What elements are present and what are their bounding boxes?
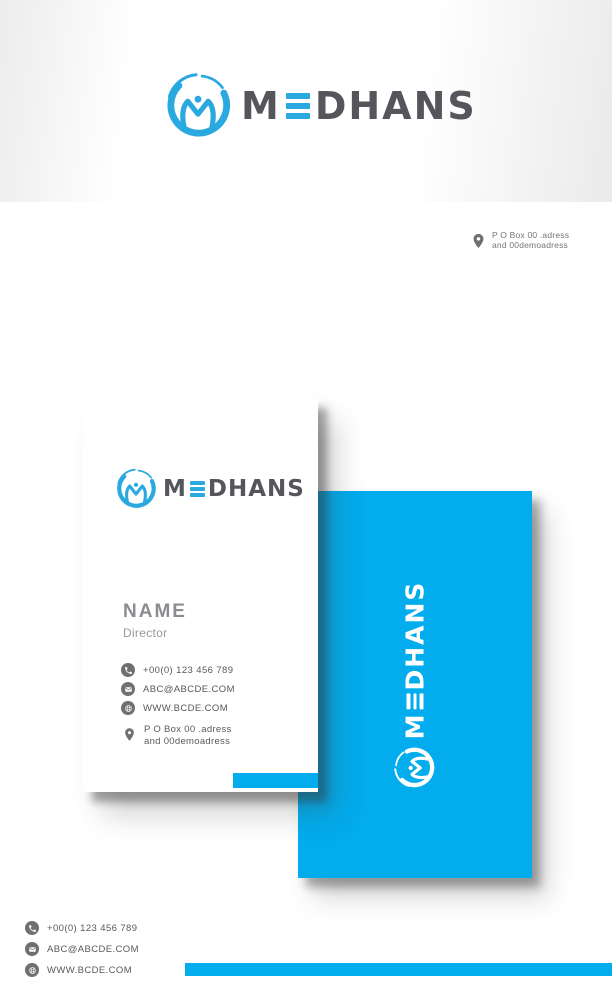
footer-phone-text: +00(0) 123 456 789 [47, 922, 138, 934]
person-title: Director [123, 626, 168, 640]
footer-website-text: WWW.BCDE.COM [47, 964, 133, 976]
wordmark-letters-dhans: DHANS [207, 475, 305, 502]
header-address-line1: P O Box 00 .adress [492, 230, 570, 240]
footer-email-text: ABC@ABCDE.COM [47, 943, 139, 955]
letterhead-header [0, 0, 612, 202]
medhans-logo-vertical [394, 580, 437, 789]
globe-icon [25, 963, 39, 977]
card-address-text [144, 724, 232, 747]
header-address-block [470, 230, 569, 251]
medhans-wordmark [400, 580, 430, 739]
card-phone-row [121, 663, 233, 677]
phone-icon [25, 921, 39, 935]
wordmark-letters-dhans: DHANS [314, 84, 477, 128]
location-pin-icon [122, 725, 137, 744]
card-phone-text: +00(0) 123 456 789 [143, 664, 234, 676]
email-icon [121, 682, 135, 696]
business-card-front [83, 398, 318, 792]
footer-phone-row [25, 921, 139, 935]
medhans-logo [164, 72, 477, 140]
phone-icon [121, 663, 135, 677]
wordmark-letter-m: M [163, 475, 187, 502]
medhans-logo [115, 468, 305, 510]
card-email-row [121, 682, 235, 696]
medhans-logo-icon [164, 72, 232, 140]
card-email-text: ABC@ABCDE.COM [143, 683, 235, 695]
card-address-row [122, 724, 232, 747]
wordmark-letter-e [190, 481, 205, 497]
person-name: NAME [123, 601, 187, 622]
wordmark-letter-e [407, 693, 424, 709]
wordmark-letter-m: M [241, 84, 281, 128]
business-card-back [298, 491, 532, 878]
card-address-line2: and 00demoadress [144, 735, 231, 747]
wordmark-letter-m: M [400, 712, 430, 739]
card-website-text: WWW.BCDE.COM [143, 702, 229, 714]
location-pin-icon [470, 231, 487, 251]
header-address-line2: and 00demoadress [492, 240, 568, 250]
card-address-line1: P O Box 00 .adress [144, 724, 232, 735]
wordmark-letters-dhans: DHANS [400, 580, 430, 691]
footer-website-row [25, 963, 139, 977]
medhans-logo-icon [394, 746, 437, 789]
card-website-row [121, 701, 228, 715]
globe-icon [121, 701, 135, 715]
header-address-text [492, 230, 569, 250]
medhans-logo-icon [115, 468, 157, 510]
footer-email-row [25, 942, 139, 956]
card-accent-bar [233, 773, 318, 788]
footer-accent-bar [185, 963, 612, 976]
wordmark-letter-e [286, 93, 310, 119]
medhans-wordmark [163, 475, 305, 502]
email-icon [25, 942, 39, 956]
footer-contact-block [25, 921, 139, 984]
medhans-wordmark [241, 84, 477, 128]
